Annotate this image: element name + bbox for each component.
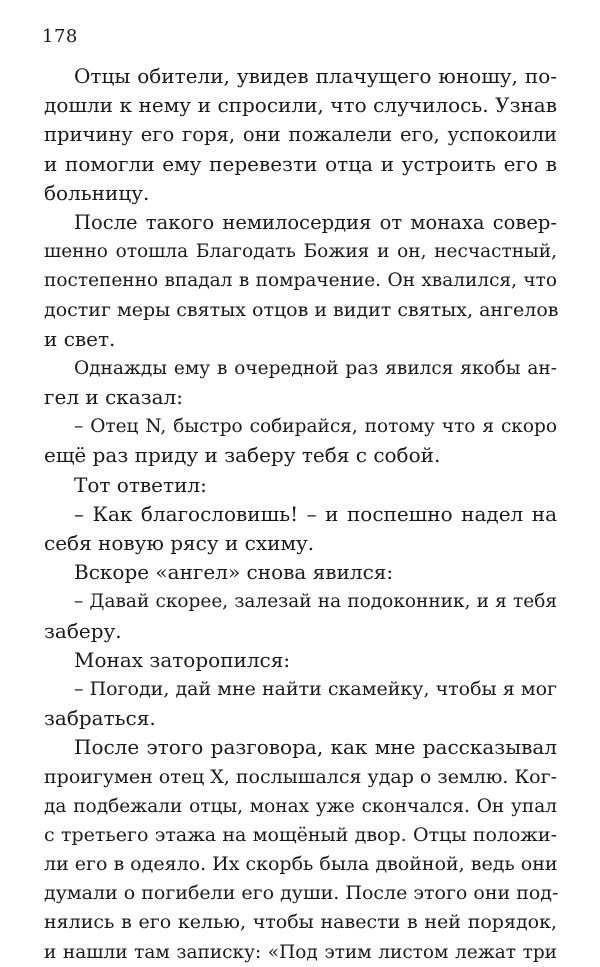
text-line: Однажды ему в очередной раз явился якобы ан- bbox=[74, 357, 557, 379]
text-line: Тот ответил: bbox=[74, 472, 207, 497]
text-line: больницу. bbox=[44, 180, 150, 205]
text-line: с третьего этажа на мощёный двор. Отцы положи- bbox=[44, 823, 557, 846]
text-line: Вскоре «ангел» снова явился: bbox=[74, 560, 394, 585]
text-line: Монах заторопился: bbox=[74, 647, 291, 672]
text-line: Отцы обители, увидев плачущего юношу, по- bbox=[74, 64, 557, 88]
text-line: – Как благословишь! – и поспешно надел на bbox=[74, 501, 557, 526]
body-text bbox=[44, 62, 557, 967]
text-line: достиг меры святых отцов и видит святых, ангелов bbox=[44, 298, 559, 321]
text-line: постепенно впадал в помрачение. Он хвалился, что bbox=[44, 270, 557, 292]
text-line: да подбежали отцы, монах уже скончался. Он упал bbox=[44, 795, 557, 817]
text-line: ли его в одеяло. Их скорбь была двойной, ведь они bbox=[44, 853, 558, 876]
text-line: себя новую рясу и схиму. bbox=[44, 531, 315, 555]
text-line: и свет. bbox=[44, 326, 116, 351]
text-line: – Давай скорее, залезай на подоконник, и я тебя bbox=[74, 591, 557, 613]
text-line: ещё раз приду и заберу тебя с собой. bbox=[44, 443, 441, 468]
text-line: забраться. bbox=[44, 706, 156, 731]
text-line: – Отец N, быстро собирайся, потому что я скоро bbox=[74, 416, 557, 438]
text-line: заберу. bbox=[44, 618, 122, 643]
text-line: причину его горя, они пожалели его, успокоили bbox=[44, 123, 557, 147]
text-line: гел и сказал: bbox=[44, 385, 183, 410]
text-line: После этого разговора, как мне рассказывал bbox=[74, 735, 557, 760]
page-number: 178 bbox=[42, 26, 78, 47]
text-line: и нашли там записку: «Под этим листом лежат три bbox=[44, 941, 557, 963]
text-line: проигумен отец X, послышался удар о землю. Ког- bbox=[44, 765, 557, 788]
text-line: шенно отошла Благодать Божия и он, несчастный, bbox=[44, 241, 557, 263]
text-line: нялись в его келью, чтобы навести в ней порядок, bbox=[44, 911, 557, 934]
text-line: и помогли ему перевезти отца и устроить его в bbox=[44, 151, 557, 176]
text-line: дошли к нему и спросили, что случилось. Узнав bbox=[44, 93, 557, 118]
text-line: думали о погибели его души. После этого они под- bbox=[44, 882, 559, 905]
text-line: После такого немилосердия от монаха совер- bbox=[74, 210, 557, 234]
text-line: – Погоди, дай мне найти скамейку, чтобы я мог bbox=[74, 677, 557, 700]
